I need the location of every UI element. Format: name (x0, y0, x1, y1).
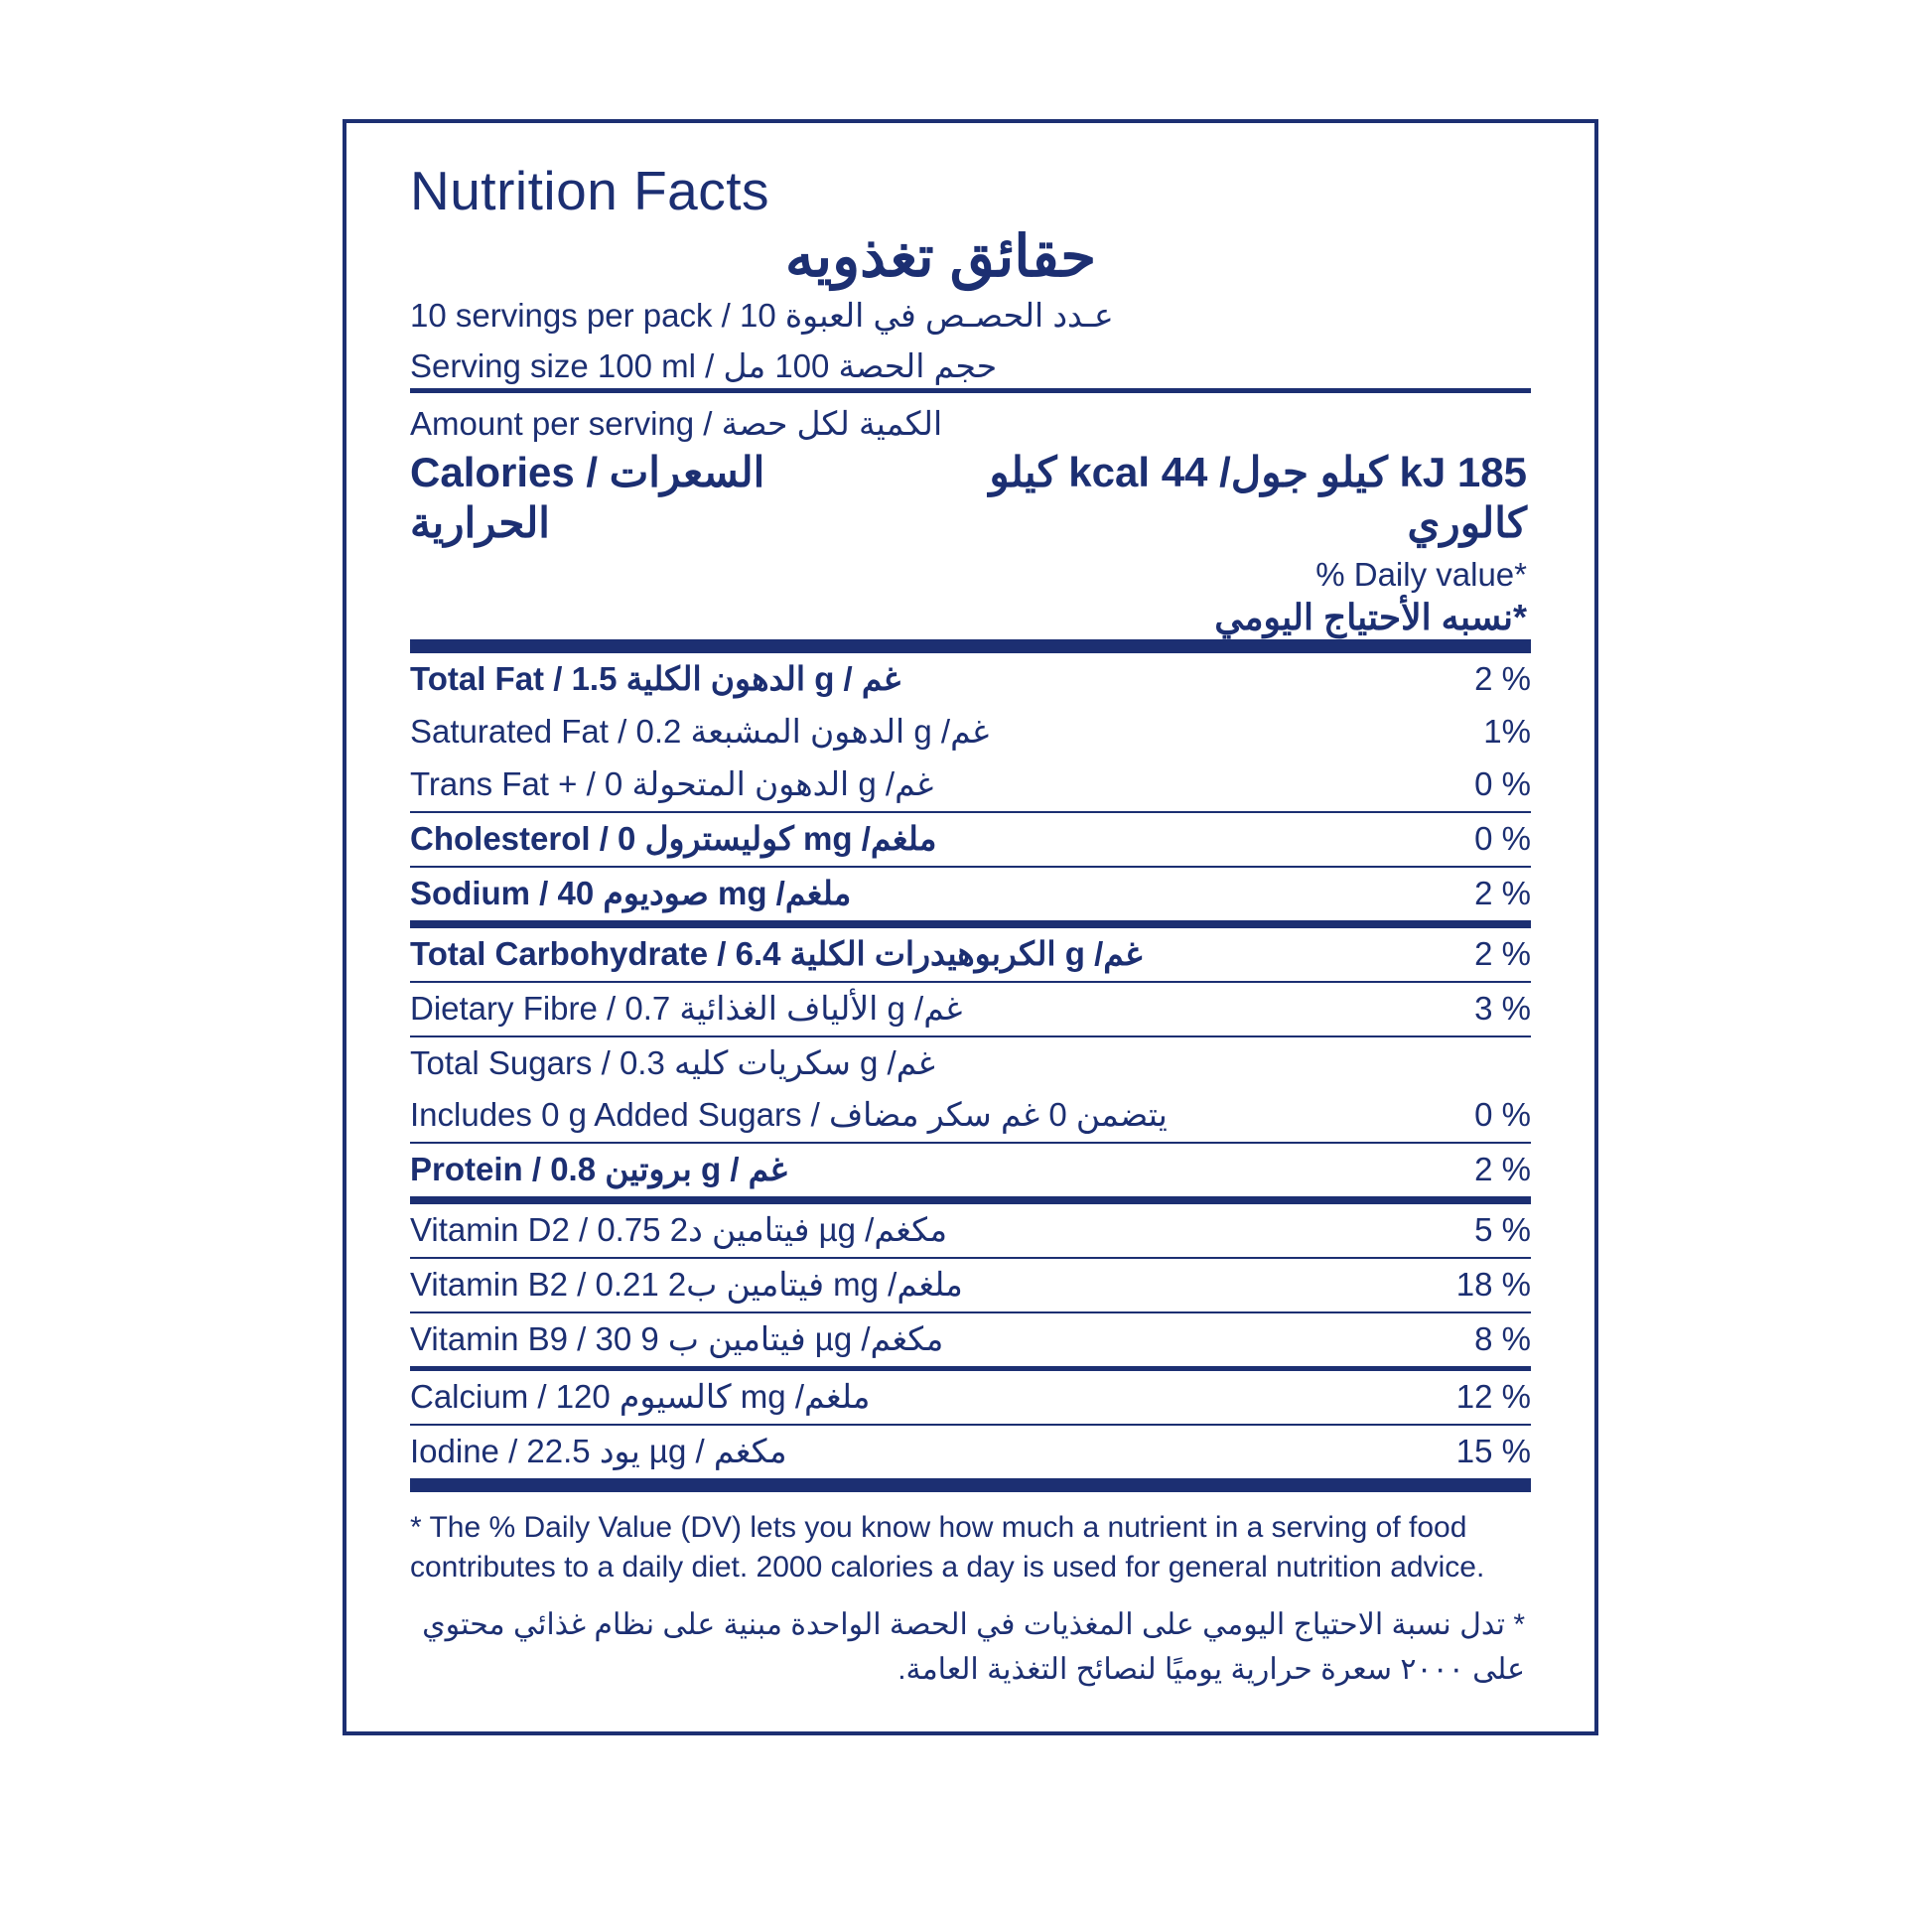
table-row (386, 1089, 1555, 1142)
divider-carbohydrate (410, 920, 1531, 928)
nutrient-label: Dietary Fibre / الألياف الغذائية 0.7 g /غم (410, 989, 963, 1027)
daily-value-header-en: % Daily value* (1315, 556, 1527, 594)
table-row (386, 706, 1555, 759)
nutrient-percent: 8 % (1474, 1320, 1531, 1357)
nutrition-facts-panel (343, 119, 1598, 1735)
page-title-arabic: حقائق تغذويه (784, 223, 1097, 289)
table-row (386, 1313, 1555, 1366)
servings-per-pack: 10 servings per pack / عـدد الحصـص في العبوة 10 (410, 297, 1114, 335)
nutrient-label: Total Fat / الدهون الكلية 1.5 g / غم (410, 660, 901, 698)
table-row (386, 868, 1555, 920)
nutrient-percent: 18 % (1455, 1266, 1531, 1304)
nutrient-label: Trans Fat + / الدهون المتحولة 0 g /غم (410, 765, 934, 803)
nutrient-label: Total Sugars / سكريات كليه 0.3 g /غم (410, 1043, 935, 1081)
nutrient-percent: 2 % (1474, 874, 1531, 911)
nutrient-percent: 0 % (1474, 765, 1531, 803)
table-row (386, 759, 1555, 811)
nutrient-label: Cholesterol / كوليسترول 0 mg /ملغم (410, 819, 937, 857)
page-title: Nutrition Facts (410, 160, 770, 221)
divider-vitamins (410, 1196, 1531, 1204)
nutrient-percent: 1% (1483, 713, 1531, 751)
nutrient-percent: 12 % (1455, 1377, 1531, 1415)
nutrient-percent: 2 % (1474, 660, 1531, 698)
nutrient-label: Calcium / كالسيوم 120 mg /ملغم (410, 1377, 871, 1415)
table-row (386, 928, 1555, 981)
table-row (386, 1259, 1555, 1311)
daily-value-header (386, 554, 1527, 639)
nutrient-label: Saturated Fat / الدهون المشبعة 0.2 g /غم (410, 713, 990, 751)
nutrient-label: Iodine / يود 22.5 µg / مكغم (410, 1432, 787, 1469)
nutrient-label: Total Carbohydrate / الكربوهيدرات الكلية 6.4 g /غم (410, 934, 1143, 972)
amount-per-serving: Amount per serving / الكمية لكل حصة (410, 405, 943, 443)
divider-before-footnote (410, 1478, 1531, 1492)
nutrient-percent: 3 % (1474, 989, 1531, 1027)
divider-before-nutrients (410, 639, 1531, 653)
nutrient-label: Vitamin D2 / فيتامين د2 0.75 µg /مكغم (410, 1211, 948, 1249)
nutrient-label: Includes 0 g Added Sugars / يتضمن 0 غم سكر مضاف (410, 1096, 1168, 1134)
calories-row (410, 448, 1531, 548)
calories-label: Calories / السعرات الحرارية (410, 449, 765, 546)
table-row (386, 1204, 1555, 1257)
nutrient-label: Protein / بروتين 0.8 g / غم (410, 1151, 787, 1188)
footnote-arabic: * تدل نسبة الاحتياج اليومي على المغذيات في الحصة الواحدة مبنية على نظام غذائي محتوي على ٢٠٠٠ سعرة حرارية يوميًا لنصائح التغذية العامة. (422, 1607, 1525, 1686)
table-row (386, 813, 1555, 866)
nutrient-percent: 5 % (1474, 1211, 1531, 1249)
calories-value: 185 kJ كيلو جول/ 44 kcal كيلو كالوري (989, 449, 1527, 546)
nutrient-percent: 0 % (1474, 1096, 1531, 1134)
table-row (386, 1144, 1555, 1196)
table-row (386, 1037, 1555, 1090)
footnote-english: * The % Daily Value (DV) lets you know how much a nutrient in a serving of food contributes to a daily diet. 2000 calories a day is used for general nutrition advice. (410, 1510, 1485, 1585)
nutrient-percent: 2 % (1474, 934, 1531, 972)
serving-size: Serving size 100 ml / حجم الحصة 100 مل (410, 346, 998, 384)
table-row (386, 653, 1555, 706)
nutrient-label: Vitamin B9 / فيتامين ب 9 30 µg /مكغم (410, 1320, 944, 1357)
divider-after-serving (410, 388, 1531, 393)
table-row (386, 983, 1555, 1035)
table-row (386, 1426, 1555, 1478)
nutrient-percent: 15 % (1455, 1432, 1531, 1469)
nutrient-label: Vitamin B2 / فيتامين ب2 0.21 mg /ملغم (410, 1266, 963, 1304)
nutrient-percent: 2 % (1474, 1151, 1531, 1188)
nutrient-label: Sodium / صوديوم 40 mg /ملغم (410, 874, 852, 911)
daily-value-header-ar: *نسبه الأحتياج اليومي (1214, 597, 1527, 638)
nutrient-percent: 0 % (1474, 819, 1531, 857)
table-row (386, 1371, 1555, 1424)
